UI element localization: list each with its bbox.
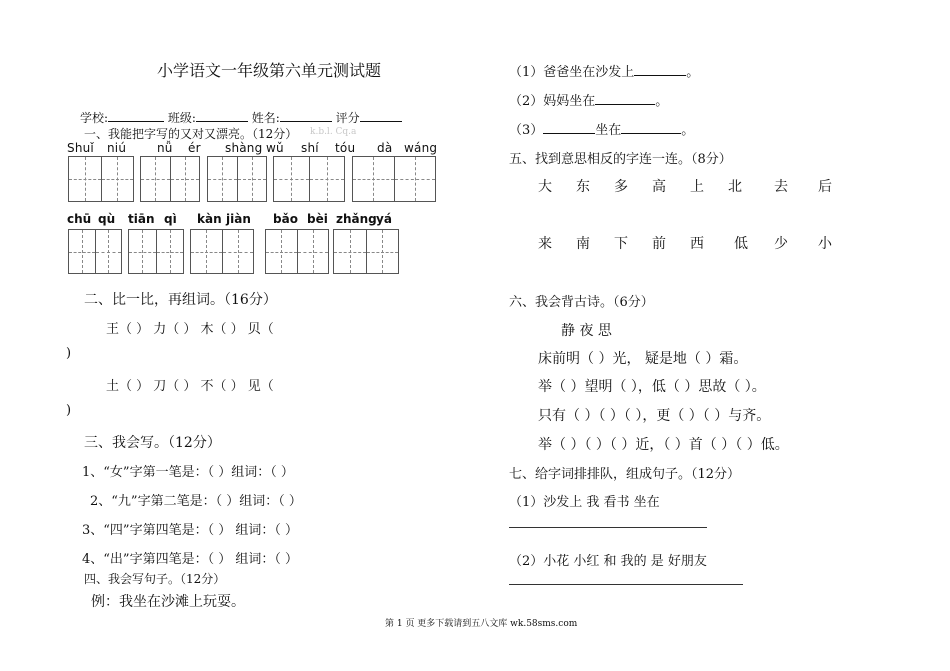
- class-field[interactable]: [196, 109, 248, 122]
- writing-grid[interactable]: [265, 229, 329, 274]
- fill-sentence-3-num: （3）: [509, 123, 544, 138]
- writing-grid[interactable]: [352, 156, 436, 202]
- opposite-top-5[interactable]: 北: [728, 179, 742, 195]
- pinyin-row2-9: yá: [376, 212, 392, 226]
- answer-line-1[interactable]: [509, 527, 707, 528]
- pinyin-row1-6: shí: [301, 141, 319, 155]
- fill-sentence-2: [509, 90, 668, 109]
- opposite-top-7[interactable]: 后: [818, 179, 832, 195]
- opposite-top-1[interactable]: 东: [576, 179, 590, 195]
- score-label: 评分: [335, 111, 360, 125]
- pinyin-row2-1: qù: [98, 212, 116, 226]
- section-4-heading: 四、我会写句子。（12分）: [84, 572, 226, 586]
- compare-line-1-end: ): [66, 346, 72, 361]
- fill-sentence-1: [509, 61, 699, 80]
- opposite-bottom-5[interactable]: 低: [734, 236, 748, 252]
- pinyin-row1-1: niú: [107, 141, 127, 155]
- stroke-question-3: 3、“四”字第四笔是：（ ） 组词：（ ）: [82, 523, 298, 538]
- pinyin-row2-2: tiān: [128, 212, 155, 226]
- pinyin-row1-2: nǚ: [157, 141, 173, 155]
- fill-blank[interactable]: [543, 121, 595, 134]
- opposite-bottom-0[interactable]: 来: [538, 236, 552, 252]
- pinyin-row1-5: wǔ: [266, 141, 284, 155]
- writing-grid[interactable]: [128, 229, 184, 274]
- section-5-heading: 五、找到意思相反的字连一连。（8分）: [509, 152, 732, 167]
- stroke-question-4: 4、“出”字第四笔是：（ ） 组词：（ ）: [82, 552, 298, 567]
- fill-sentence-1-end: 。: [686, 65, 700, 80]
- stroke-question-2: 2、“九”字第二笔是：（ ）组词：（ ）: [90, 494, 302, 509]
- fill-sentence-2-end: 。: [655, 94, 669, 109]
- opposite-top-3[interactable]: 高: [652, 179, 666, 195]
- writing-grid[interactable]: [140, 156, 200, 202]
- class-label: 班级:: [167, 111, 196, 125]
- fill-sentence-1-text: （1）爸爸坐在沙发上: [509, 65, 635, 80]
- pinyin-row1-4: shàng: [225, 141, 263, 155]
- pinyin-row2-5: jiàn: [226, 212, 251, 226]
- fill-sentence-2-text: （2）妈妈坐在: [509, 94, 596, 109]
- poem-line-1: 床前明（ ）光， 疑是地（ ）霜。: [538, 351, 748, 367]
- pinyin-row1-3: ér: [188, 141, 201, 155]
- pinyin-row2-6: bǎo: [273, 212, 298, 226]
- fill-sentence-3-mid: 坐在: [595, 123, 622, 138]
- student-info-line: [80, 109, 402, 126]
- opposite-top-2[interactable]: 多: [614, 179, 628, 195]
- section-6-heading: 六、我会背古诗。（6分）: [509, 295, 654, 310]
- opposite-bottom-7[interactable]: 小: [818, 236, 832, 252]
- opposite-bottom-2[interactable]: 下: [614, 236, 628, 252]
- page-title: 小学语文一年级第六单元测试题: [157, 61, 382, 80]
- poem-title: 静 夜 思: [561, 323, 612, 339]
- opposite-bottom-1[interactable]: 南: [576, 236, 590, 252]
- opposite-bottom-6[interactable]: 少: [774, 236, 788, 252]
- name-field[interactable]: [280, 109, 332, 122]
- reorder-question-2: （2）小花 小红 和 我的 是 好朋友: [509, 554, 707, 569]
- section-1-heading: 一、我能把字写的又对又漂亮。（12分）: [84, 127, 298, 141]
- compare-line-2-end: ): [66, 403, 72, 418]
- fill-blank[interactable]: [595, 92, 655, 105]
- answer-line-2[interactable]: [509, 584, 743, 585]
- fill-sentence-3-end: 。: [681, 123, 695, 138]
- writing-grid[interactable]: [207, 156, 267, 202]
- poem-line-3: 只有（ ）（ ）（ ），更（ ）（ ）与齐。: [538, 408, 771, 424]
- score-field[interactable]: [360, 109, 402, 122]
- compare-line-2: 土（ ） 刀（ ） 不（ ） 见（: [106, 379, 274, 394]
- pinyin-row2-3: qì: [164, 212, 177, 226]
- fill-sentence-3: [509, 119, 694, 138]
- fill-blank[interactable]: [634, 63, 686, 76]
- pinyin-row2-8: zhǎng: [336, 212, 377, 226]
- pinyin-row2-7: bèi: [307, 212, 328, 226]
- pinyin-row2-4: kàn: [197, 212, 222, 226]
- opposite-bottom-4[interactable]: 西: [690, 236, 704, 252]
- opposite-top-0[interactable]: 大: [538, 179, 552, 195]
- writing-grid[interactable]: [68, 229, 122, 274]
- compare-line-1: 王（ ） 力（ ） 木（ ） 贝（: [106, 322, 274, 337]
- pinyin-row1-9: wáng: [404, 141, 438, 155]
- pinyin-row1-8: dà: [377, 141, 393, 155]
- pinyin-row1-7: tóu: [335, 141, 356, 155]
- writing-grid[interactable]: [190, 229, 254, 274]
- sentence-example: 例：我坐在沙滩上玩耍。: [91, 594, 245, 610]
- opposite-top-4[interactable]: 上: [690, 179, 704, 195]
- school-field[interactable]: [108, 109, 164, 122]
- opposite-bottom-3[interactable]: 前: [652, 236, 666, 252]
- stroke-question-1: 1、“女”字第一笔是：（ ）组词：（ ）: [82, 465, 294, 480]
- reorder-question-1: （1）沙发上 我 看书 坐在: [509, 495, 660, 510]
- pinyin-row1-0: Shuǐ: [67, 141, 94, 155]
- section-2-heading: 二、比一比，再组词。（16分）: [84, 292, 277, 308]
- writing-grid[interactable]: [333, 229, 399, 274]
- fill-blank[interactable]: [621, 121, 681, 134]
- pinyin-row2-0: chū: [67, 212, 92, 226]
- writing-grid[interactable]: [68, 156, 134, 202]
- name-label: 姓名:: [251, 111, 280, 125]
- opposite-top-6[interactable]: 去: [774, 179, 788, 195]
- section-7-heading: 七、给字词排排队，组成句子。（12分）: [509, 467, 741, 482]
- section-3-heading: 三、我会写。（12分）: [84, 435, 221, 451]
- poem-line-4: 举（ ）（ ）（ ）近，（ ）首（ ）（ ）低。: [538, 437, 789, 453]
- page-footer: 第 1 页 更多下载请到五八文库 wk.58sms.com: [385, 619, 578, 629]
- faint-watermark-text: k.b.l. Cq.a: [310, 127, 357, 137]
- poem-line-2: 举（ ）望明（ ），低（ ）思故（ ）。: [538, 379, 766, 395]
- writing-grid[interactable]: [273, 156, 345, 202]
- school-label: 学校:: [80, 111, 109, 125]
